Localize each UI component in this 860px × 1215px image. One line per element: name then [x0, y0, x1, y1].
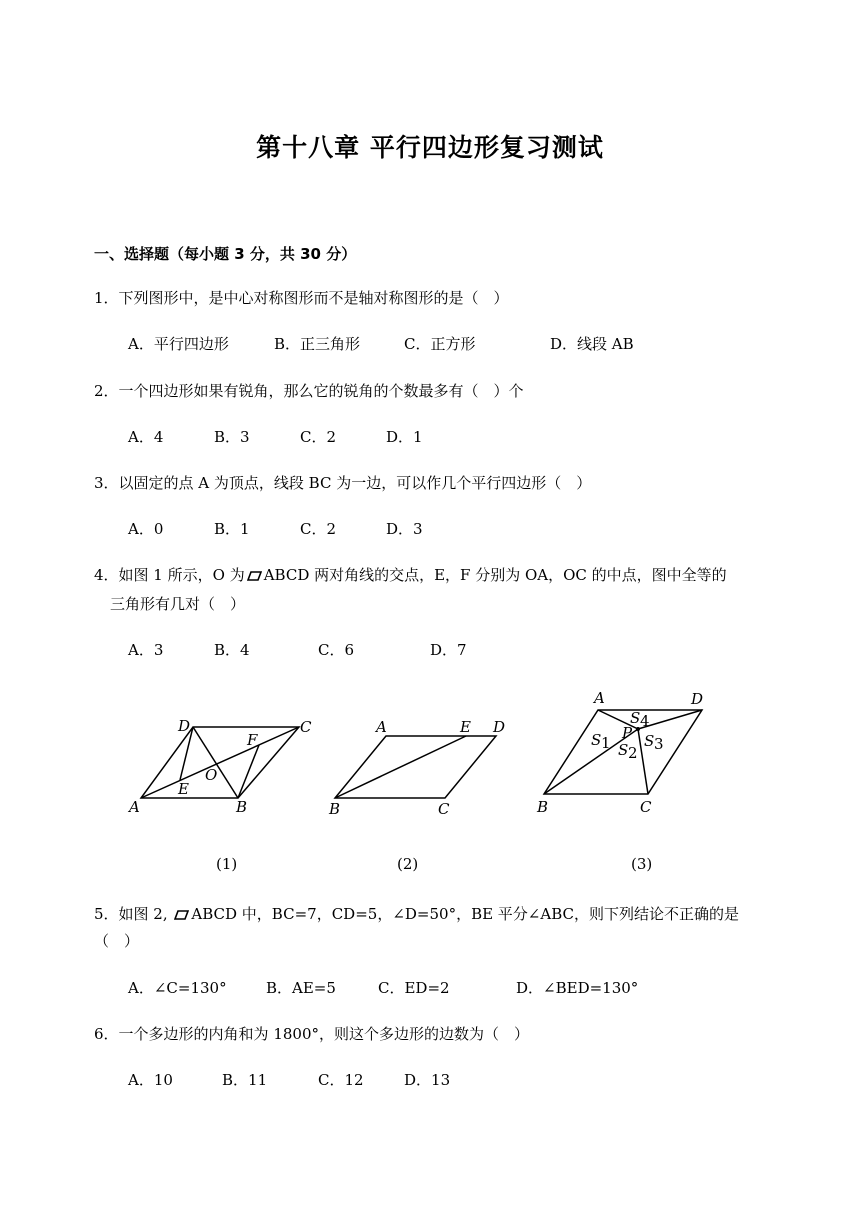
- label-S2-sub: 2: [628, 744, 638, 762]
- figure-3: [532, 688, 722, 823]
- label-B: B: [236, 798, 248, 816]
- option-c: C．ED=2: [378, 979, 450, 997]
- label-A: A: [376, 718, 387, 736]
- question-4-cont: 三角形有几对（ ）: [110, 595, 246, 613]
- section-heading: 一、选择题（每小题 3 分，共 30 分）: [94, 245, 357, 263]
- question-1: 1．下列图形中，是中心对称图形而不是轴对称图形的是（ ）: [94, 289, 509, 307]
- option-b: B．3: [214, 428, 250, 446]
- label-F: F: [247, 731, 258, 749]
- question-5: [94, 903, 739, 924]
- question-4-text-a: 4．如图 1 所示，O 为: [94, 566, 245, 584]
- option-c: C．正方形: [404, 335, 476, 353]
- label-D: D: [178, 717, 191, 735]
- parallelogram-icon: [174, 910, 189, 920]
- label-E: E: [460, 718, 471, 736]
- label-S1-sub: 1: [601, 734, 611, 752]
- label-S4-sub: 4: [640, 712, 650, 730]
- figure-3-caption: (3): [631, 855, 653, 873]
- label-O: O: [205, 766, 218, 784]
- question-5-cont: （ ）: [94, 932, 140, 950]
- label-C: C: [300, 718, 312, 736]
- option-d: D．∠BED=130°: [516, 979, 639, 997]
- option-a: A．平行四边形: [128, 335, 229, 353]
- question-3: 3．以固定的点 A 为顶点，线段 BC 为一边，可以作几个平行四边形（ ）: [94, 474, 592, 492]
- question-4: [94, 564, 727, 585]
- label-C: C: [438, 800, 450, 818]
- option-c: C．6: [318, 641, 355, 659]
- option-a: A．10: [128, 1071, 173, 1089]
- figure-1: [126, 712, 316, 822]
- label-A: A: [129, 798, 140, 816]
- question-2: 2．一个四边形如果有锐角，那么它的锐角的个数最多有（ ）个: [94, 382, 524, 400]
- option-b: B．1: [214, 520, 250, 538]
- question-4-text-b: ABCD 两对角线的交点，E，F 分别为 OA，OC 的中点，图中全等的: [263, 566, 727, 584]
- option-d: D．7: [430, 641, 467, 659]
- page-title: 第十八章 平行四边形复习测试: [256, 133, 604, 162]
- label-S2: S: [618, 741, 629, 759]
- label-B: B: [329, 800, 341, 818]
- option-c: C．12: [318, 1071, 364, 1089]
- option-a: A．∠C=130°: [128, 979, 227, 997]
- option-c: C．2: [300, 520, 337, 538]
- figure-2-caption: (2): [397, 855, 419, 873]
- option-b: B．4: [214, 641, 250, 659]
- figure-2: [322, 712, 522, 822]
- question-6: 6．一个多边形的内角和为 1800°，则这个多边形的边数为（ ）: [94, 1025, 529, 1043]
- label-S4: S: [630, 709, 641, 727]
- option-d: D．13: [404, 1071, 451, 1089]
- option-d: D．3: [386, 520, 423, 538]
- option-a: A．4: [128, 428, 164, 446]
- parallelogram-icon: [247, 571, 262, 581]
- question-5-text-b: ABCD 中，BC=7，CD=5，∠D=50°，BE 平分∠ABC，则下列结论不正确的是: [191, 905, 739, 923]
- label-B: B: [537, 798, 549, 816]
- option-a: A．0: [128, 520, 164, 538]
- label-S3: S: [644, 732, 655, 750]
- question-5-text-a: 5．如图 2,: [94, 905, 173, 923]
- option-d: D．1: [386, 428, 423, 446]
- label-A: A: [594, 689, 605, 707]
- label-D: D: [691, 690, 704, 708]
- label-E: E: [178, 780, 189, 798]
- option-b: B．正三角形: [274, 335, 361, 353]
- option-a: A．3: [128, 641, 164, 659]
- figure-1-caption: (1): [216, 855, 238, 873]
- option-b: B．AE=5: [266, 979, 336, 997]
- option-c: C．2: [300, 428, 337, 446]
- option-b: B．11: [222, 1071, 268, 1089]
- label-P: P: [622, 724, 633, 742]
- label-C: C: [640, 798, 652, 816]
- label-D: D: [493, 718, 506, 736]
- option-d: D．线段 AB: [550, 335, 634, 353]
- label-S3-sub: 3: [654, 735, 664, 753]
- label-S1: S: [591, 731, 602, 749]
